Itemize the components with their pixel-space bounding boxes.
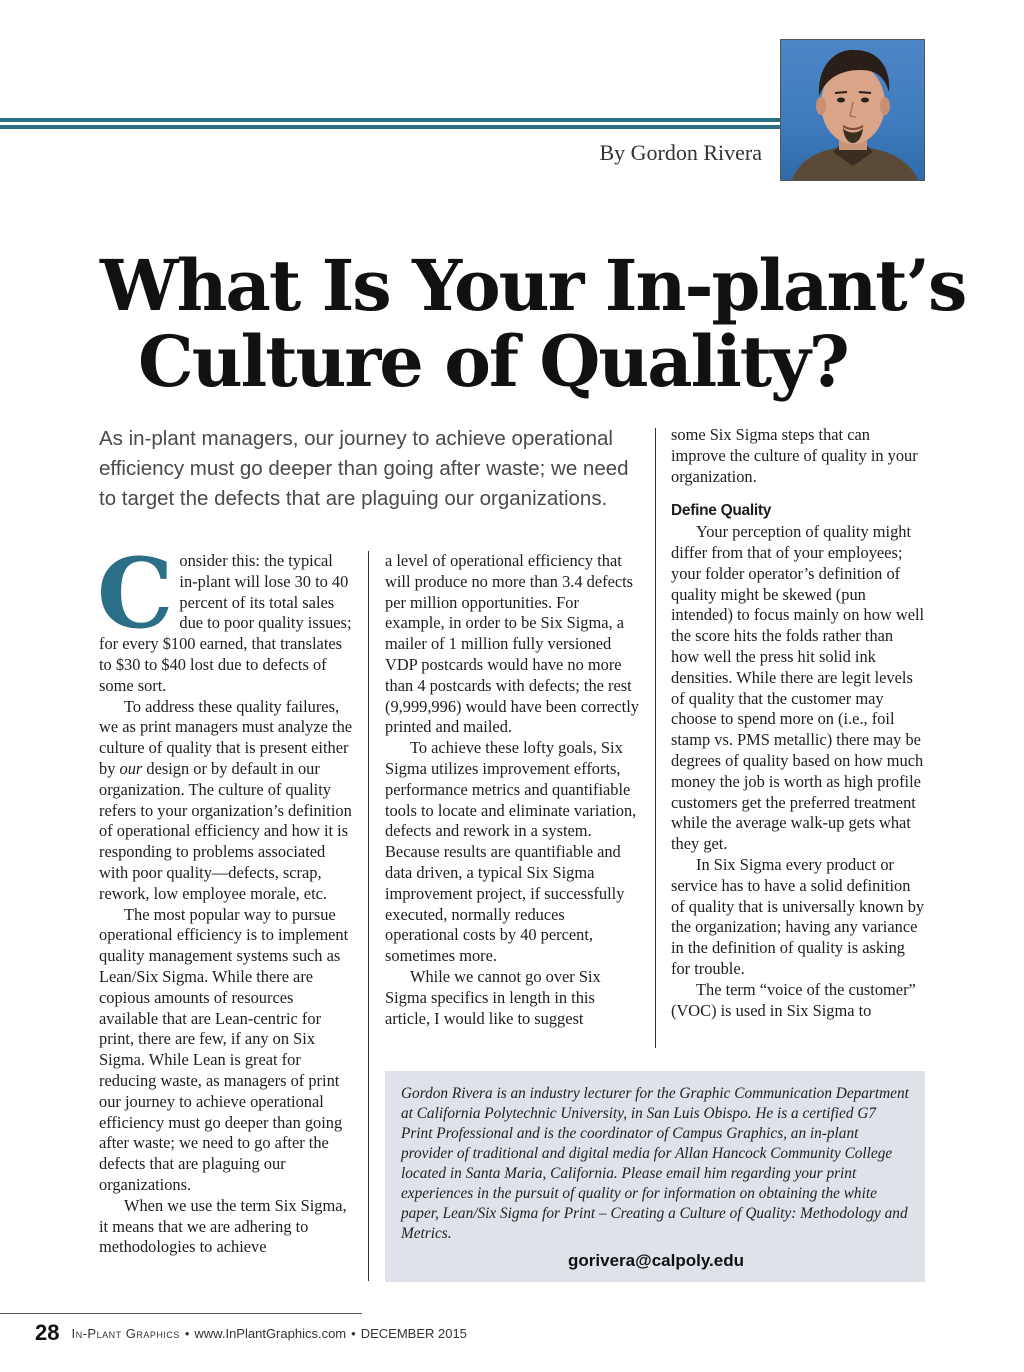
footer-bullet: • [351, 1326, 356, 1341]
page-footer [35, 1320, 467, 1346]
footer-bullet: • [184, 1326, 190, 1341]
issue-date: DECEMBER 2015 [360, 1326, 467, 1341]
paragraph [99, 697, 353, 905]
column-divider [368, 551, 369, 1281]
headline-line-1: What Is Your In-plant’s [100, 244, 966, 327]
paragraph: some Six Sigma steps that can improve the culture of quality in your organization. [671, 425, 918, 486]
author-photo [780, 39, 925, 181]
paragraph [97, 537, 353, 697]
author-portrait-icon [781, 40, 925, 181]
paragraph-text: onsider this: the typical in-plant will lose 30 to 40 percent of its total sales due to poor quality issues; for every $100 earned, that translates to $30 to $40 lost due to defects of some sort. [99, 551, 352, 695]
author-email-link[interactable]: gorivera@calpoly.edu [568, 1251, 744, 1270]
drop-cap: C [97, 537, 174, 650]
paragraph: When we use the term Six Sigma, it means that we are adhering to methodologies to achieve [99, 1195, 347, 1257]
headline-line-2: Culture of Quality? [138, 320, 848, 403]
paragraph: The most popular way to pursue operational efficiency is to implement quality management systems such as Lean/Six Sigma. While there are copious amounts of resources available that are Lean-centric for print, there are few, if any on Six Sigma. While Lean is great for reducing waste, as managers of print our journey to achieve operational efficiency must go deeper than going after waste; we need to go after the defects that are plaguing our organizations. [99, 904, 349, 1194]
paragraph: a level of operational efficiency that will produce no more than 3.4 defects per million opportunities. For example, in order to be Six Sigma, a mailer of 1 million fully versioned VDP postcards would have no more than 4 postcards with defects; the rest (9,999,996) would have been correctly printed and mailed. [385, 551, 639, 737]
paragraph: In Six Sigma every product or service has to have a solid definition of quality that is universally known by the organization; having any variance in the definition of quality is asking for trouble. [671, 854, 925, 978]
header-rule-top [0, 118, 782, 122]
header-rule-bottom [0, 125, 782, 129]
byline: By Gordon Rivera [599, 140, 762, 165]
author-bio-text: Gordon Rivera is an industry lecturer for the Graphic Communication Department at California Polytechnic University, in San Luis Obispo. He is a certified G7 Print Professional and is the coordinator of Campus Graphics, an in-plant provider of traditional and digital media for Allan Hancock Community College located in Santa Maria, California. Please email him regarding your print experiences in the pursuit of quality or for information on obtaining the white paper, Lean/Six Sigma for Print – Creating a Culture of Quality: Methodology and Metrics. [401, 1085, 909, 1242]
paragraph-text: To address these quality failures, we as print managers must analyze the culture of quality that is present either by [99, 696, 353, 778]
page-number: 28 [35, 1320, 60, 1345]
article-deck: As in-plant managers, our journey to achieve operational efficiency must go deeper than going after waste; we need to target the defects that are plaguing our organizations. [99, 427, 629, 510]
paragraph: The term “voice of the customer” (VOC) is used in Six Sigma to [671, 979, 916, 1020]
publication-name: In-Plant Graphics [71, 1326, 180, 1341]
paragraph: While we cannot go over Six Sigma specifics in length in this article, I would like to suggest [385, 966, 601, 1028]
paragraph: To achieve these lofty goals, Six Sigma utilizes improvement efforts, performance metrics and quantifiable tools to locate and eliminate variation, defects and rework in a system. Because results are quantifiable and data driven, a typical Six Sigma improvement project, if successfully executed, normally reduces operational costs by 40 percent, sometimes more. [385, 738, 637, 966]
body-column-2 [385, 551, 639, 1029]
paragraph: Your perception of quality might differ from that of your employees; your folder operator’s definition of quality might be skewed (pun intended) to focus mainly on how well the score hits the folds rather than how well the press hit solid ink densities. While there are legit levels of quality that the customer may choose to spend more on (i.e., foil stamp vs. PMS metallic) there may be degrees of quality based on how much money the job is worth as high profile customers get the preferred treatment while the average walk-up gets what they get. [671, 522, 925, 854]
footer-rule [0, 1313, 362, 1314]
article-headline [100, 244, 980, 403]
section-subhead: Define Quality [671, 502, 772, 520]
body-column-3 [671, 425, 925, 1021]
author-bio-box [385, 1071, 925, 1282]
body-column-1 [97, 537, 353, 1258]
paragraph-text: design or by default in our organization. The culture of quality refers to your organization’s definition of operational efficiency and how it is responding to problems associated with poor quality—defects, scrap, rework, low employee morale, etc. [99, 758, 352, 903]
column-divider [655, 428, 656, 1048]
emphasis-text: our [119, 758, 143, 778]
website-link[interactable]: www.InPlantGraphics.com [194, 1326, 347, 1341]
